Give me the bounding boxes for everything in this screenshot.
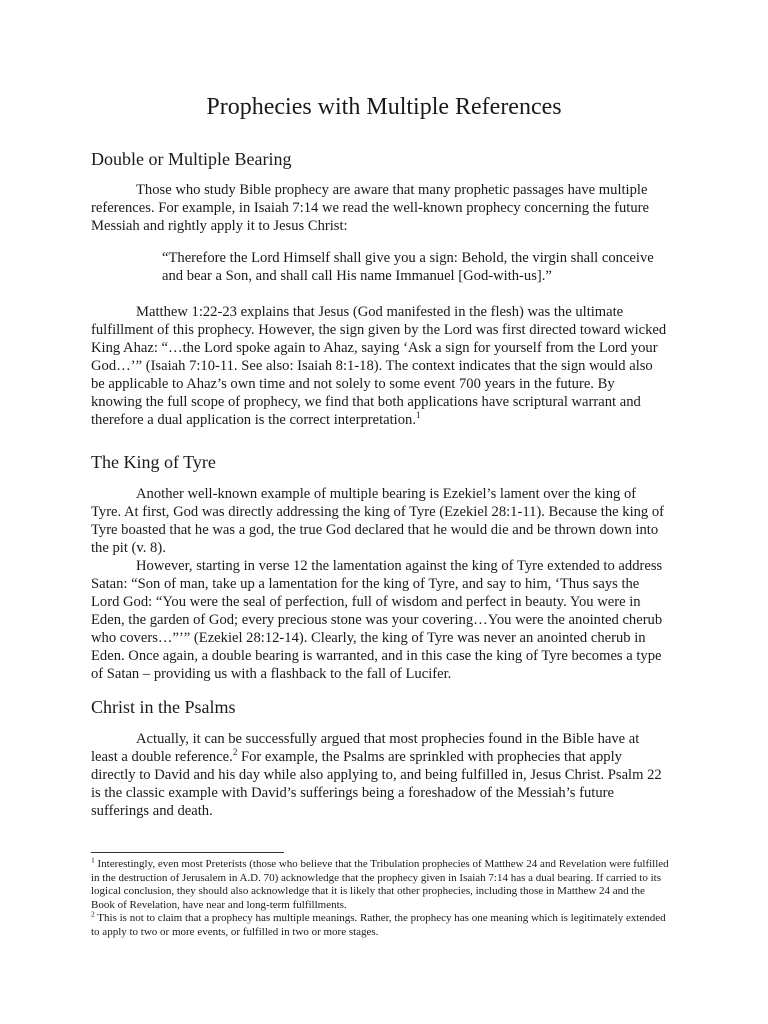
section-heading: Christ in the Psalms [91,697,236,717]
paragraph [91,303,669,429]
footnote-text: Interestingly, even most Preterists (those who believe that the Tribulation prophecies of Matthew 24 and Revelation were fulfilled in the destruction of Jerusalem in A.D. 70) acknowledge that the prophecy given in Isaiah 7:14 has a dual bearing. If carried to its logical conclusion, they should also acknowledge that it is likely that other prophecies, including those in Matthew 24 and the Book of Revelation, have near and long-term fulfillments. [91,858,669,911]
paragraph: Another well-known example of multiple bearing is Ezekiel’s lament over the king of Tyre. At first, God was directly addressing the king of Tyre (Ezekiel 28:1-11). Because the king of Tyre boasted that he was a god, the true God declared that he would die and be thrown down into the pit (v. 8). [91,486,665,556]
footnote-ref[interactable]: 1 [415,410,421,421]
footnote-text: This is not to claim that a prophecy has multiple meanings. Rather, the prophecy has one meaning which is legitimately extended to apply to two or more events, or fulfilled in two or more stages. [91,912,666,938]
paragraph [91,730,669,820]
section-king-of-tyre [91,451,669,683]
section-christ-in-psalms [91,696,669,820]
paragraph-text: For example, the Psalms are sprinkled with prophecies that apply directly to David and his day while also applying to, and being fulfilled in, Jesus Christ. Psalm 22 is the classic example with David’s sufferings being a foreshadow of the Messiah’s future sufferings and death. [91,749,662,819]
footnote [91,909,669,939]
paragraph-text: Matthew 1:22-23 explains that Jesus (God manifested in the flesh) was the ultimate fulfillment of this prophecy. However, the sign given by the Lord was first directed toward wicked King Ahaz: “…the Lord spoke again to Ahaz, saying ‘Ask a sign for yourself from the Lord your God…’” (Isaiah 7:10-11. See also: Isaiah 8:1-18). The context indicates that the sign would also be applicable to Ahaz’s own time and not solely to some event 700 years in the future. By knowing the full scope of prophecy, we find that both applications have scriptural warrant and therefore a dual application is the correct interpretation. [91,304,667,428]
section-double-bearing [91,148,669,429]
paragraph: Those who study Bible prophecy are aware that many prophetic passages have multiple references. For example, in Isaiah 7:14 we read the well-known prophecy concerning the future Messiah and rightly apply it to Jesus Christ: [91,182,649,234]
page-title: Prophecies with Multiple References [206,94,562,120]
footnote [91,855,669,912]
paragraph-text: Actually, it can be successfully argued that most prophecies found in the Bible have at least a double reference. [91,731,640,765]
footnote-separator [91,852,284,853]
section-heading: Double or Multiple Bearing [91,149,292,169]
section-heading: The King of Tyre [91,452,216,472]
footnotes [91,855,669,939]
footnote-ref[interactable]: 2 [232,747,238,758]
footnote-number: 2 [91,909,95,919]
footnote-number: 1 [91,855,95,865]
paragraph: However, starting in verse 12 the lamentation against the king of Tyre extended to address Satan: “Son of man, take up a lamentation for the king of Tyre, and say to him, ‘Thus says the Lord God: “You were the seal of perfection, full of wisdom and perfect in beauty. You were in Eden, the garden of God; every precious stone was your covering…You were the anointed cherub who covers…”’” (Ezekiel 28:12-14). Clearly, the king of Tyre was never an anointed cherub in Eden. Once again, a double bearing is warranted, and in this case the king of Tyre becomes a type of Satan – providing us with a flashback to the fall of Lucifer. [91,558,663,682]
scripture-quote: “Therefore the Lord Himself shall give you a sign: Behold, the virgin shall conceive and bear a Son, and shall call His name Immanuel [God-with-us].” [162,250,654,284]
